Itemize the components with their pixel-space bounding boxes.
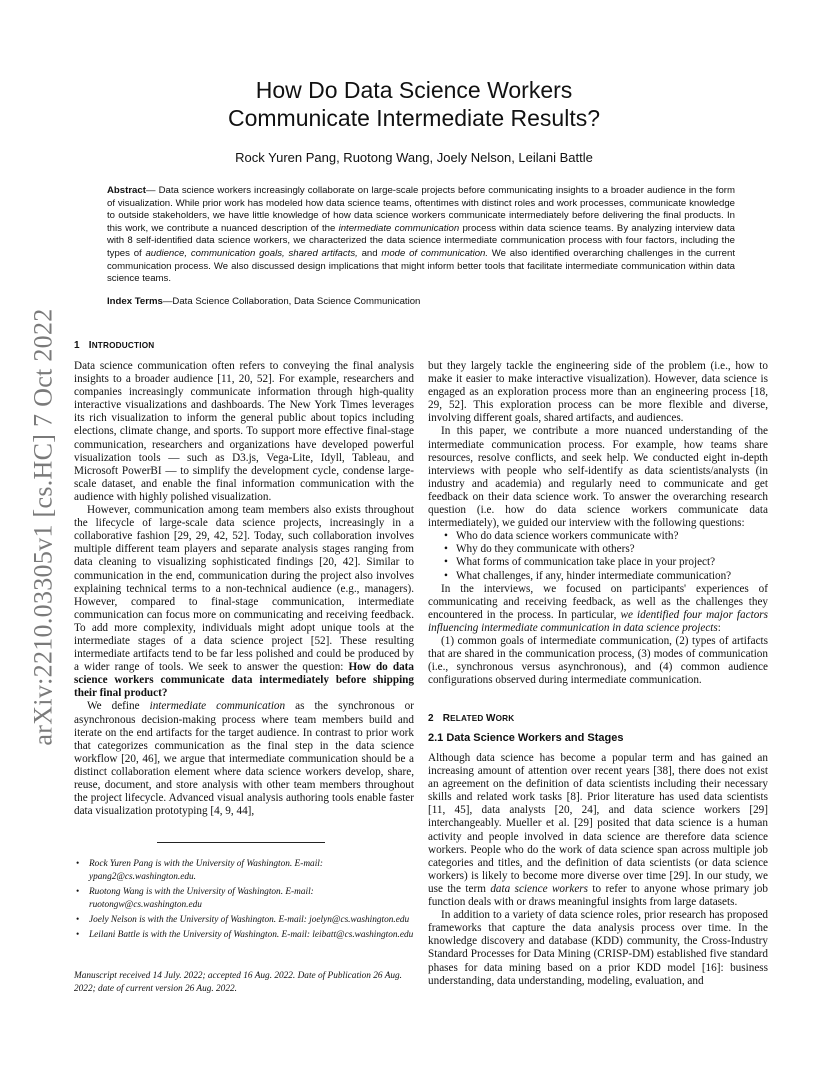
- right-column: [428, 360, 768, 687]
- findings-emph: we identified four major factors influencing intermediate communication in data science projects: [428, 608, 768, 634]
- intro-paragraph-3-text-b: as the synchronous or asynchronous decision-making process where team members build and iterate on the end artifacts for the target audience. In contrast to prior work that categorizes communication as the final step in the data science workflow [20, 46], we argue that intermediate communication should be a distinct collaboration element where data science workers develop, share, reuse, document, and store analysis with other team members throughout the project lifecycle. Advanced visual analysis authoring tools enable faster data visualization prototyping [4, 9, 44],: [74, 700, 414, 818]
- intro-paragraph-3-text-a: We define: [87, 700, 150, 713]
- intro-paragraph-3-emph: intermediate communication: [149, 700, 286, 713]
- section-heading-related-work: [428, 713, 514, 724]
- section-title-initial-2: W: [485, 713, 496, 724]
- section-title-rest-2: ORK: [495, 714, 515, 723]
- abstract-label: Abstract: [107, 185, 146, 196]
- interview-question: • What challenges, if any, hinder intermediate communication?: [456, 570, 768, 583]
- footnote-item: • Ruotong Wang is with the University of Washington. E-mail: ruotongw@cs.washington.edu: [89, 886, 414, 912]
- footnote-item: • Rock Yuren Pang is with the University of Washington. E-mail: ypang2@cs.washington.edu.: [89, 858, 414, 884]
- interview-question: • Why do they communicate with others?: [456, 543, 768, 556]
- section-number: 1: [74, 340, 80, 351]
- paper-title: [0, 76, 828, 132]
- index-terms: [107, 296, 735, 309]
- section-title-initial: R: [442, 713, 451, 724]
- related-work-body: [428, 752, 768, 988]
- title-line-1: How Do Data Science Workers: [255, 77, 573, 103]
- section-title-initial: I: [88, 340, 92, 351]
- research-question: How do data science workers communicate data intermediately before shipping their final product?: [74, 661, 414, 700]
- intro-paragraph-2-text: However, communication among team members also exists throughout the lifecycle of large-scale data science projects, increasingly in a collaborative fashion [29, 29, 42, 52]. Today, such collaboration involves multiple different team players and separate analysis stages ranging from data cleaning to visualizing sophisticated findings [20, 42]. Similar to communication in the end, communication during the project also involves explaining technical terms to a non-technical audience (e.g., managers). However, compared to final-stage communication, intermediate communication can focus more on communicating and receiving feedback. To add more complexity, individuals might adopt unique tools at the intermediate stages of a data science project [52]. These resulting intermediate artifacts tend to be far less polished and could be produced by a wider range of tools. We seek to answer the question:: [74, 504, 414, 674]
- index-terms-text: —Data Science Collaboration, Data Science Communication: [162, 296, 421, 307]
- section-number: 2: [428, 713, 434, 724]
- related-work-paragraph-2: In addition to a variety of data science roles, prior research has proposed frameworks that capture the data analysis process over time. In the knowledge discovery and database (KDD) community, the Cross-Industry Standard Processes for Data Mining (CRISP-DM) established five standard phases for data mining based on a prior KDD model [16]: business understanding, data understanding, modeling, evaluation, and: [428, 909, 768, 987]
- title-line-2: Communicate Intermediate Results?: [228, 105, 600, 131]
- section-title-rest: ELATED: [450, 714, 486, 723]
- section-title-rest: NTRODUCTION: [91, 341, 155, 350]
- author-list: Rock Yuren Pang, Ruotong Wang, Joely Nelson, Leilani Battle: [235, 150, 593, 165]
- abstract-emph-3: mode of communication.: [381, 247, 489, 259]
- interview-question: • Who do data science workers communicate with?: [456, 530, 768, 543]
- footnote-item: • Leilani Battle is with the University of Washington. E-mail: leibatt@cs.washington.edu: [89, 929, 414, 942]
- manuscript-note: Manuscript received 14 July. 2022; accepted 16 Aug. 2022. Date of Publication 26 Aug. 2022; date of current version 26 Aug. 2022.: [74, 971, 402, 994]
- factors-paragraph: (1) common goals of intermediate communication, (2) types of artifacts that are shared in the communication process, (3) modes of communication (i.e., synchronous versus asynchronous), and (4) common audience configurations observed during intermediate communication.: [428, 634, 768, 687]
- subsection-heading-data-science-workers: 2.1 Data Science Workers and Stages: [428, 732, 624, 744]
- section-heading-introduction: [74, 340, 154, 351]
- interview-question: • What forms of communication take place in your project?: [456, 556, 768, 569]
- footnote-divider: [157, 842, 325, 843]
- abstract-text-4: We also identified overarching challenges in the current communication process. We also discussed design implications that might inform better tools that facilitate intermediate communication within data science teams.: [107, 247, 735, 285]
- abstract-text-3: and: [357, 247, 382, 259]
- arxiv-identifier: arXiv:2210.03305v1 [cs.HC] 7 Oct 2022: [29, 308, 58, 746]
- intro-continued-paragraph: but they largely tackle the engineering side of the problem (i.e., how to make it easier to make interactive visualization). However, data science is engaged as an exploration process more than an engineering process [18, 29, 52]. This exploration process can be more flexible and diverse, involving different goals, shared artifacts, and audiences.: [428, 360, 768, 425]
- related-work-paragraph-1: [428, 752, 768, 909]
- arxiv-stamp: [22, 292, 66, 762]
- abstract-text-1: Data science workers increasingly collaborate on large-scale projects before communicating insights to a broader audience in the form of visualization. While prior work has modeled how data science teams, oftentimes with distinct roles and work processes, communicate knowledge to outside stakeholders, we have little knowledge of how data science workers communicate intermediately before delivering the final products. In this work, we contribute a nuanced description of the: [107, 185, 735, 234]
- author-footnotes: [74, 858, 414, 944]
- intro-paragraph-1: Data science communication often refers to conveying the final analysis insights to a broader audience [11, 20, 52]. For example, researchers and companies increasingly communicate information through high-quality interactive visualizations and dashboards. The New York Times leverages its rich visualization to inform the general public about topics including elections, climate change, and sports. To support more effective final-stage communication, researchers and organizations have developed powerful visualization tools — such as D3.js, Vega-Lite, Idyll, Tableau, and Microsoft PowerBI — to simplify the development cycle, condense large-scale dataset, and enable the final information communication with the audience with highly polished visualization.: [74, 360, 414, 503]
- intro-paragraph-3: [74, 700, 414, 818]
- index-terms-label: Index Terms: [107, 296, 163, 307]
- left-column: [74, 360, 414, 818]
- findings-text-b: :: [717, 621, 721, 634]
- footnote-item: • Joely Nelson is with the University of Washington. E-mail: joelyn@cs.washington.edu: [89, 914, 414, 927]
- interview-questions-list: [428, 530, 768, 582]
- related-work-text-a: Although data science has become a popular term and has gained an increasing amount of attention over recent years [38], there does not exist an agreement on the definition of data scientists including their necessary skills and related work tasks [8]. Prior literature has used data scientists [11, 45], data analysts [20, 24], and data science workers [29] interchangeably. Mueller et al. [29] posited that data science is a human activity and people involved in data science are therefore data science workers. People who do the work of data science span across multiple job categories and titles, and the definition of data scientists (or data science workers) is likely to become more diverse over time [29]. In our study, we use the term: [428, 752, 768, 895]
- related-work-emph: data science workers: [490, 882, 588, 895]
- abstract-emph-2: audience, communication goals, shared artifacts,: [145, 247, 358, 259]
- related-work-text-b: to refer to anyone whose primary job function deals with or draws meaningful insights from large datasets.: [428, 882, 768, 909]
- intro-paragraph-2: [74, 504, 414, 700]
- abstract-emph-1: intermediate communication: [338, 222, 460, 234]
- abstract-dash: —: [145, 185, 159, 196]
- contribution-paragraph: In this paper, we contribute a more nuanced understanding of the intermediate communication process. For example, how teams share resources, resolve conflicts, and seek help. We conducted eight in-depth interviews with people who self-identify as data scientists/analysts (in industry and academia) and regularly need to communicate and get feedback on their data science work. To answer the overarching research question (i.e. how do data science workers communicate data intermediately), we guided our interview with the following questions:: [428, 425, 768, 530]
- abstract-text-2: process within data science teams. By analyzing interview data with 8 self-identified data science workers, we characterized the data science intermediate communication process with four factors, including the types of: [107, 222, 735, 259]
- findings-text-a: In the interviews, we focused on participants' experiences of communicating and receiving feedback, as well as the challenges they encountered in the process. In particular,: [428, 582, 768, 621]
- abstract: [107, 185, 735, 286]
- findings-paragraph: [428, 583, 768, 635]
